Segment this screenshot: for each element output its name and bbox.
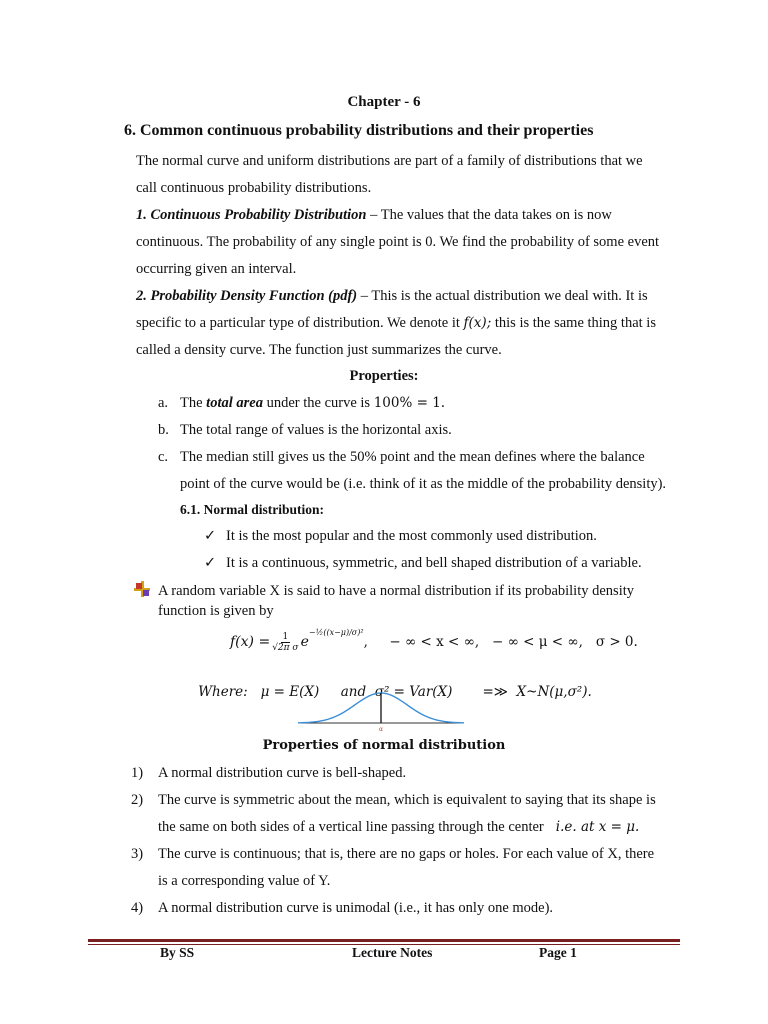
footer-page-number: Page 1 [539,945,577,960]
normal-property-2-math: i.e. at x = μ. [555,819,640,835]
formula-denominator: √2π σ [272,642,299,653]
definition-1-line-2: continuous. The probability of any single point is 0. We find the probability of some event [136,234,660,250]
check-item-1-text: It is the most popular and the most commonly used distribution. [226,528,597,544]
random-variable-line-2: function is given by [158,603,274,619]
formula-fraction [272,632,298,653]
normal-property-4-text: A normal distribution curve is unimodal (i.e., it has only one mode). [158,900,554,916]
definition-2 [136,288,648,305]
where-mu: μ = E(X) [260,684,320,700]
normal-property-2-line-2 [158,819,639,836]
check-item-2-text: It is a continuous, symmetric, and bell shaped distribution of a variable. [226,555,642,571]
definition-2-text-b: this is the same thing that is [491,315,656,331]
definition-1 [136,207,612,224]
property-a-math: 100% = 1. [373,395,446,411]
definition-1-lead: – The values that the data takes on is now [366,207,612,223]
normal-property-1-number: 1) [131,765,144,781]
bell-curve-figure [298,690,464,734]
property-a-post: under the curve is [262,395,374,411]
intro-line-1: The normal curve and uniform distributions are part of a family of distributions that we [136,153,643,169]
pushpin-bullet-icon [134,581,150,597]
where-and: and [340,684,367,700]
formula-numerator: 1 [282,631,289,642]
footer-title: Lecture Notes [352,945,433,960]
formula-exponent: −½((x−μ)/σ)² [308,627,364,637]
checkmark-icon: ✓ [204,555,217,571]
normal-properties-heading: Properties of normal distribution [262,738,506,753]
footer-rule-thick [88,939,680,942]
subsection-normal-distribution: 6.1. Normal distribution: [180,502,325,517]
normal-property-2-number: 2) [131,792,144,808]
random-variable-line-1: A random variable X is said to have a normal distribution if its probability density [158,583,635,599]
definition-1-line-3: occurring given an interval. [136,261,297,277]
formula-lhs: f(x) = [230,634,271,650]
definition-2-lead: – This is the actual distribution we deal with. It is [357,288,648,304]
property-b [158,422,452,439]
curve-label: α [379,726,383,733]
property-c-line-1: The median still gives us the 50% point and the mean defines where the balance [180,449,645,465]
where-arrow: =≫ [482,684,508,700]
formula-conditions: , − ∞ < x < ∞, − ∞ < μ < ∞, σ > 0. [363,634,638,650]
definition-1-term: 1. Continuous Probability Distribution [136,207,367,223]
normal-property-3 [131,846,654,863]
normal-property-1 [131,765,406,782]
normal-property-2-text-2: the same on both sides of a vertical line passing through the center [158,819,544,835]
property-a-emphasis: total area [206,395,263,411]
definition-2-line-2 [136,315,656,332]
where-sigma: σ² = Var(X) [374,684,453,700]
where-distribution: X~N(μ,σ²). [516,684,592,700]
normal-property-4 [131,900,553,917]
pdf-formula [230,624,638,660]
section-title: 6. Common continuous probability distributions and their properties [124,122,594,139]
normal-property-2 [131,792,656,809]
where-label: Where: [198,684,248,700]
normal-property-3-text: The curve is continuous; that is, there are no gaps or holes. For each value of X, there [158,846,655,862]
property-a-marker: a. [158,395,169,411]
property-a-pre: The [180,395,207,411]
check-item-1 [204,528,597,545]
normal-property-2-text: The curve is symmetric about the mean, which is equivalent to saying that its shape is [158,792,656,808]
property-a [158,395,445,412]
intro-line-2: call continuous probability distributions. [136,180,372,196]
normal-property-3-line-2: is a corresponding value of Y. [158,873,331,889]
check-item-2 [204,555,642,572]
property-b-marker: b. [158,422,169,438]
checkmark-icon: ✓ [204,528,217,544]
normal-property-4-number: 4) [131,900,144,916]
property-c-line-2: point of the curve would be (i.e. think of it as the middle of the probability density). [180,476,667,492]
normal-property-1-text: A normal distribution curve is bell-shaped. [158,765,407,781]
footer-author: By SS [160,945,195,960]
property-c [158,449,645,466]
properties-heading: Properties: [349,368,419,384]
definition-2-term: 2. Probability Density Function (pdf) [136,288,358,304]
formula-base: e [300,634,309,650]
chapter-heading: Chapter - 6 [347,94,421,110]
property-c-marker: c. [158,449,169,465]
definition-2-text-a: specific to a particular type of distribution. We denote it [136,315,464,331]
normal-property-3-number: 3) [131,846,144,862]
property-b-text: The total range of values is the horizontal axis. [180,422,452,438]
definition-2-line-3: called a density curve. The function just summarizes the curve. [136,342,502,358]
definition-2-math: f(x); [463,315,492,331]
